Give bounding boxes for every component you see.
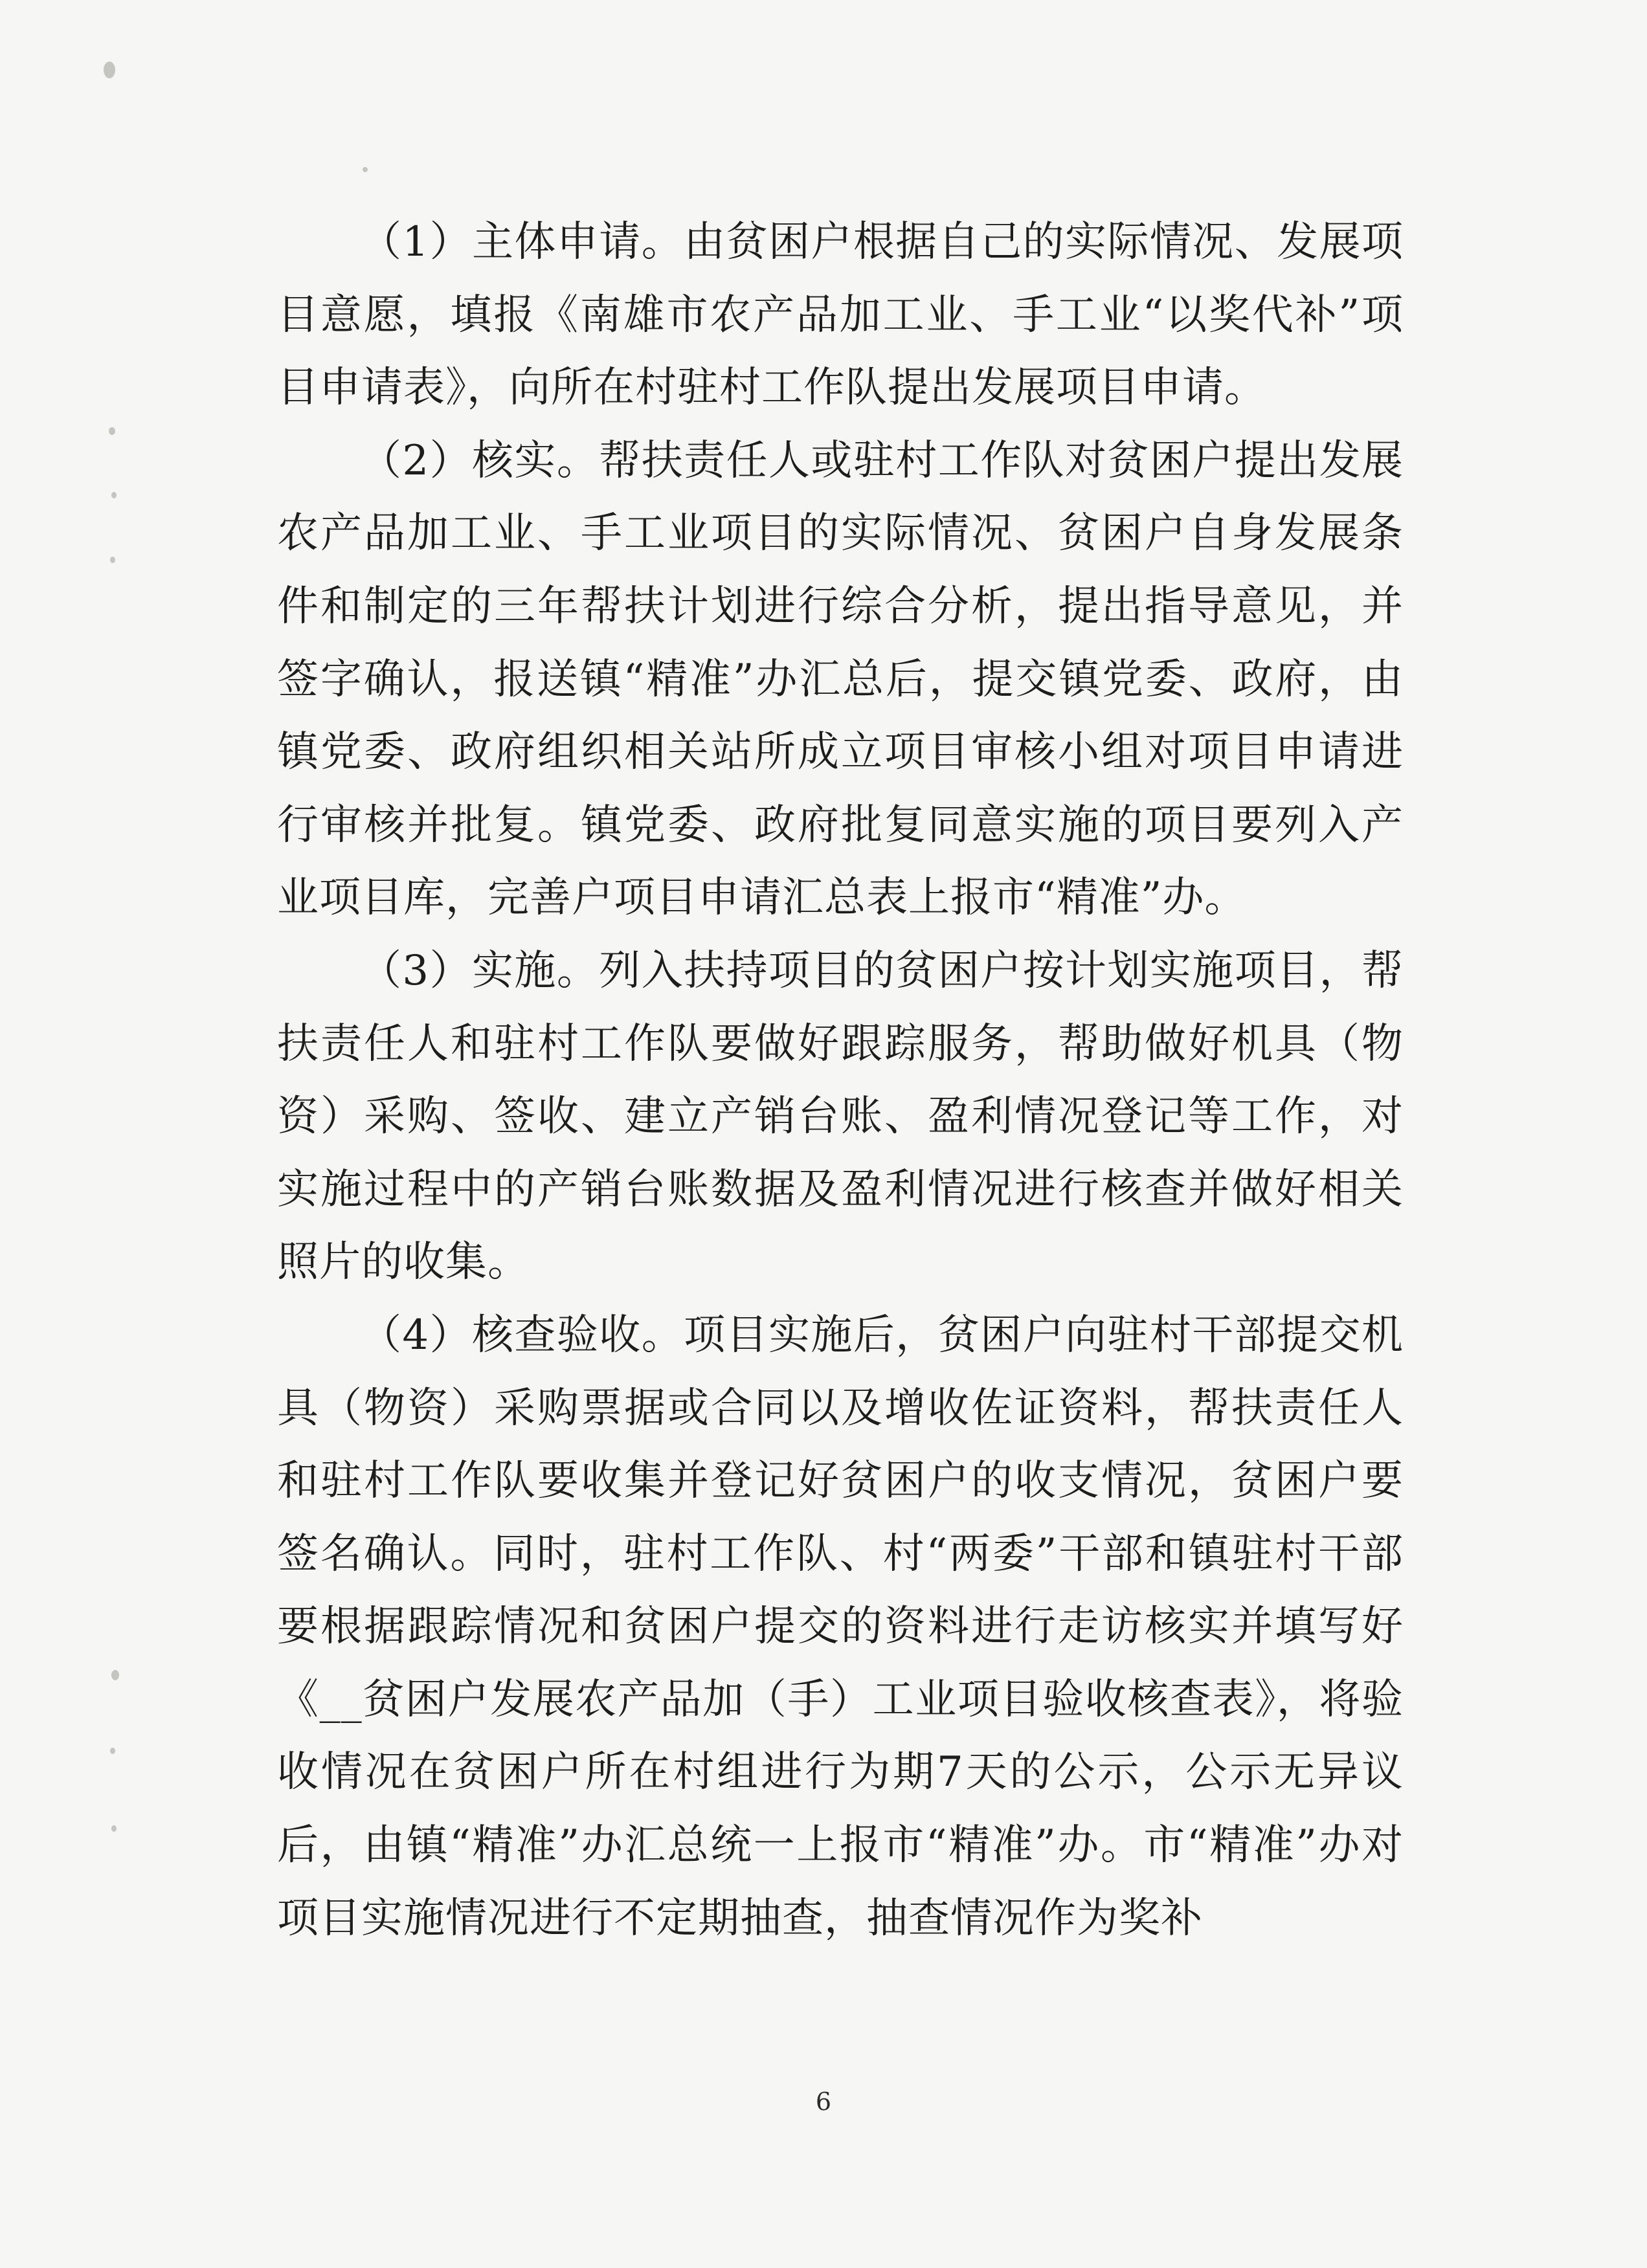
scan-speck xyxy=(363,167,368,172)
scan-speck xyxy=(110,1748,115,1754)
scan-speck xyxy=(111,1825,117,1832)
paragraph-implementation: （3）实施。列入扶持项目的贫困户按计划实施项目，帮扶责任人和驻村工作队要做好跟踪服务，帮助做好机具（物资）采购、签收、建立产销台账、盈利情况登记等工作，对实施过程中的产销台账数据及盈利情况进行核查并做好相关照片的收集。 xyxy=(277,946,1404,1287)
scan-speck xyxy=(111,1670,119,1680)
scan-speck xyxy=(104,61,115,78)
page-number: 6 xyxy=(815,2087,832,2116)
scan-speck xyxy=(109,427,115,435)
paragraph-verification: （2）核实。帮扶责任人或驻村工作队对贫困户提出发展农产品加工业、手工业项目的实际情况、贫困户自身发展条件和制定的三年帮扶计划进行综合分析，提出指导意见，并签字确认，报送镇“精准”办汇总后，提交镇党委、政府，由镇党委、政府组织相关站所成立项目审核小组对项目申请进行审核并批复。镇党委、政府批复同意实施的项目要列入产业项目库，完善户项目申请汇总表上报市“精准”办。 xyxy=(277,436,1404,922)
scan-speck xyxy=(110,557,115,563)
scan-speck xyxy=(111,492,117,498)
paragraph-inspection-acceptance: （4）核查验收。项目实施后，贫困户向驻村干部提交机具（物资）采购票据或合同以及增收佐证资料，帮扶责任人和驻村工作队要收集并登记好贫困户的收支情况，贫困户要签名确认。同时，驻村工作队、村“两委”干部和镇驻村干部要根据跟踪情况和贫困户提交的资料进行走访核实并填写好《__贫困户发展农产品加（手）工业项目验收核查表》，将验收情况在贫困户所在村组进行为期7天的公示，公示无异议后，由镇“精准”办汇总统一上报市“精准”办。市“精准”办对项目实施情况进行不定期抽查，抽查情况作为奖补 xyxy=(277,1311,1404,1942)
paragraph-subject-application: （1）主体申请。由贫困户根据自己的实际情况、发展项目意愿，填报《南雄市农产品加工业、手工业“以奖代补”项目申请表》，向所在村驻村工作队提出发展项目申请。 xyxy=(277,218,1404,412)
body-text xyxy=(277,206,1404,1955)
